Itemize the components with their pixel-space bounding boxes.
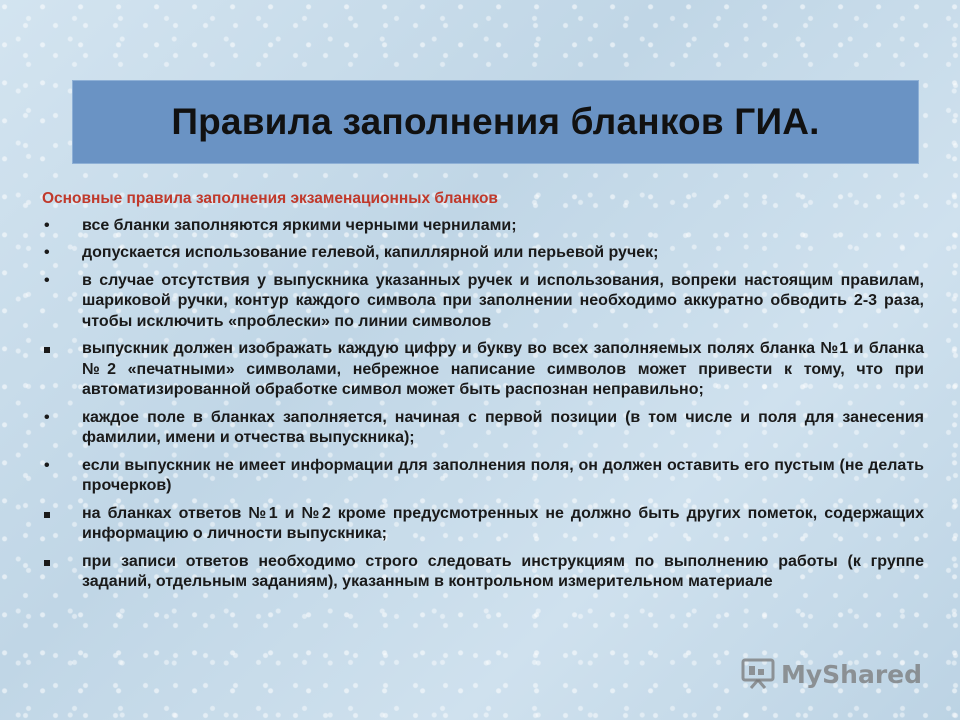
slide-title: Правила заполнения бланков ГИА. xyxy=(171,101,820,142)
bullet-marker: • xyxy=(44,408,50,426)
bullet-marker xyxy=(44,339,64,360)
rule-text: все бланки заполняются яркими черными чернилами; xyxy=(82,216,517,234)
rule-item xyxy=(42,243,924,264)
rule-item xyxy=(42,339,924,401)
rule-item xyxy=(42,456,924,497)
slide-subtitle: Основные правила заполнения экзаменационных бланков xyxy=(42,190,498,207)
rule-text: на бланках ответов №1 и №2 кроме предусмотренных не должно быть других пометок, содержащих информацию о личности выпускника; xyxy=(82,504,924,542)
rule-text: каждое поле в бланках заполняется, начиная с первой позиции (в том числе и поля для занесения фамилии, имени и отчества выпускника); xyxy=(82,408,924,446)
presentation-board-icon xyxy=(741,658,775,690)
rule-item xyxy=(42,504,924,545)
rule-text: выпускник должен изображать каждую цифру и букву во всех заполняемых полях бланка №1 и бланка №2 «печатными» символами, небрежное написание символов может привести к тому, что при автоматизированной обработке символ может быть распознан неправильно; xyxy=(82,340,924,398)
rule-text: допускается использование гелевой, капиллярной или перьевой ручек; xyxy=(82,244,659,261)
bullet-marker xyxy=(44,504,64,525)
rule-item xyxy=(42,552,924,593)
bullet-marker: • xyxy=(44,216,50,234)
title-bar xyxy=(72,80,919,164)
bullet-marker: • xyxy=(44,271,50,289)
watermark-text: MyShared xyxy=(780,659,922,689)
rules-list xyxy=(42,216,924,593)
rule-text: при записи ответов необходимо строго следовать инструкциям по выполнению работы (к группе заданий, отдельным заданиям), указанным в контрольном измерительном материале xyxy=(82,552,924,590)
rule-item xyxy=(42,271,924,333)
rule-text: если выпускник не имеет информации для заполнения поля, он должен оставить его пустым (не делать прочерков) xyxy=(82,456,924,494)
rule-text: в случае отсутствия у выпускника указанных ручек и использования, вопреки настоящим правилам, шариковой ручки, контур каждого символа при заполнении необходимо аккуратно обводить 2-3 раза, чтобы исключить «проблески» по линии символов xyxy=(82,271,924,330)
bullet-marker: • xyxy=(44,456,50,474)
rule-item xyxy=(42,408,924,449)
slide-content xyxy=(42,189,924,600)
myshared-watermark[interactable] xyxy=(741,658,922,690)
bullet-marker: • xyxy=(44,244,50,261)
rule-item xyxy=(42,216,924,237)
bullet-marker xyxy=(44,552,64,573)
